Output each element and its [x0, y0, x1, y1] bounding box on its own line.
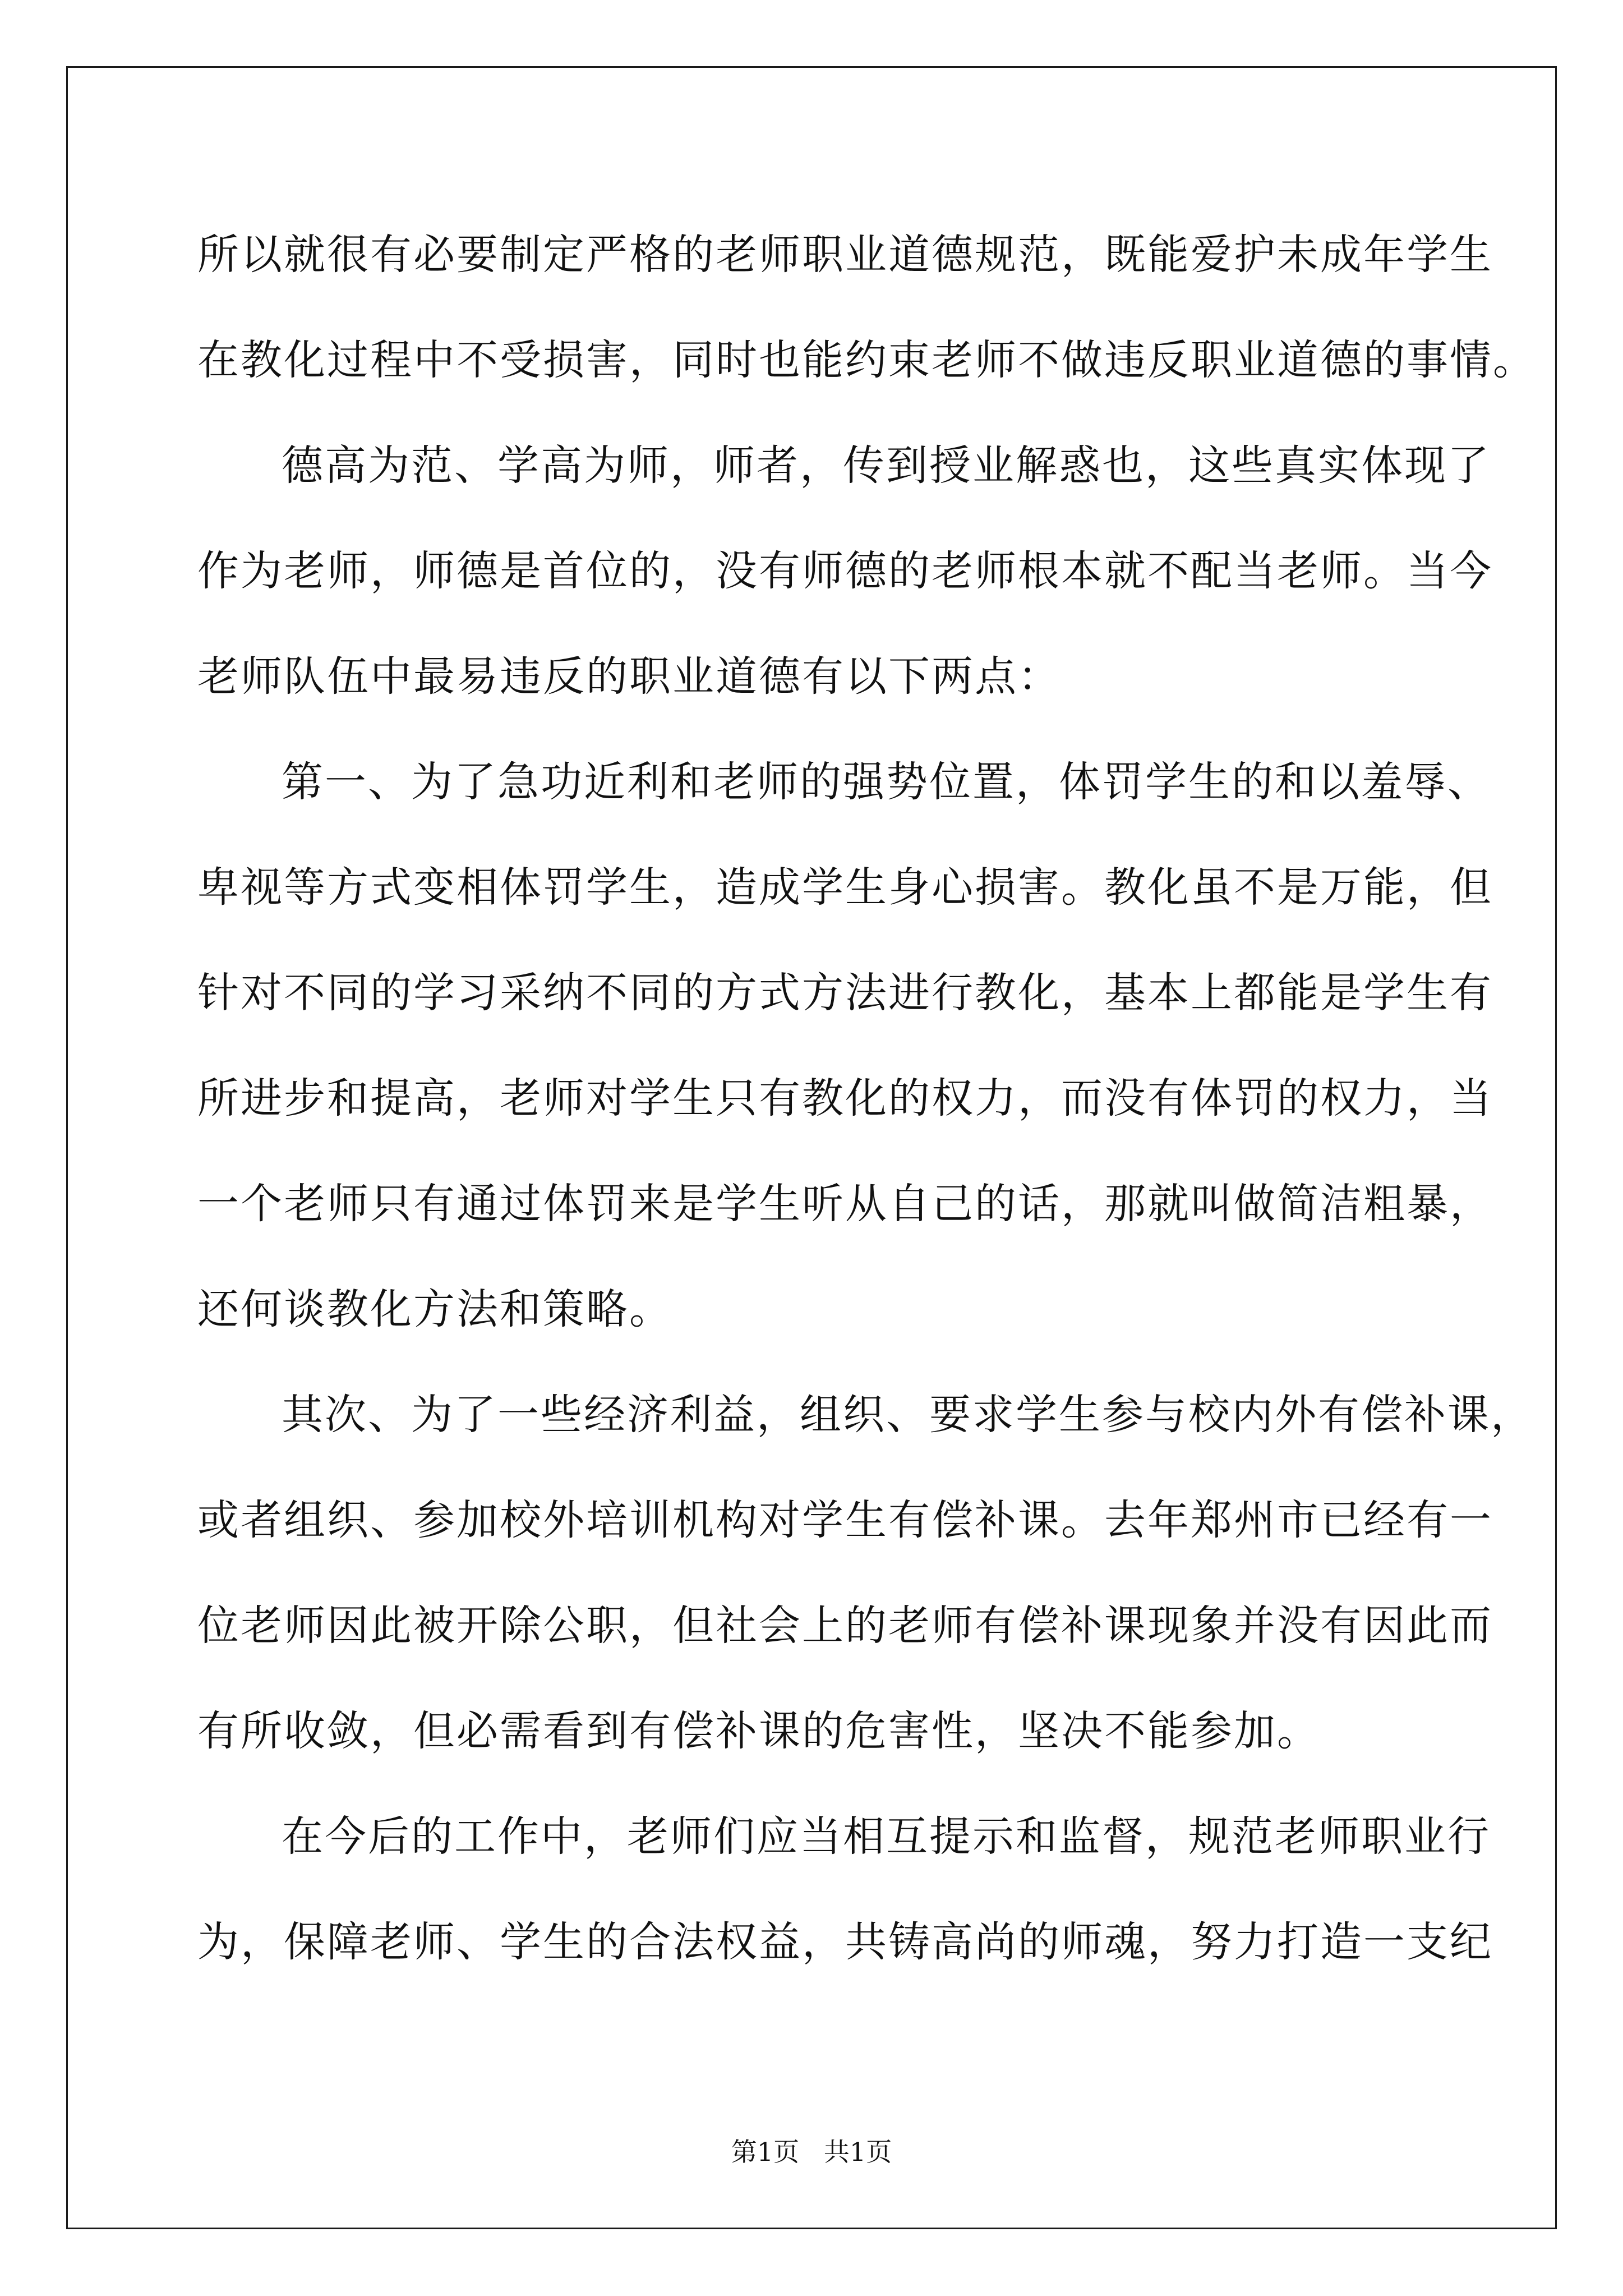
text-line-17: 为，保障老师、学生的合法权益，共铸高尚的师魂，努力打造一支纪	[197, 1918, 1493, 1966]
text-line-8: 针对不同的学习采纳不同的方式方法进行教化，基本上都能是学生有	[197, 969, 1493, 1017]
text-line-2: 在教化过程中不受损害，同时也能约束老师不做违反职业道德的事情。	[197, 336, 1536, 384]
document-body	[197, 202, 1536, 1995]
text-line-11: 还何谈教化方法和策略。	[197, 1285, 672, 1333]
text-line-7: 卑视等方式变相体罚学生，造成学生身心损害。教化虽不是万能，但	[197, 863, 1493, 912]
text-line-1: 所以就很有必要制定严格的老师职业道德规范，既能爱护未成年学生	[197, 231, 1493, 279]
text-line-9: 所进步和提高，老师对学生只有教化的权力，而没有体罚的权力，当	[197, 1074, 1493, 1122]
text-line-5: 老师队伍中最易违反的职业道德有以下两点：	[197, 652, 1061, 701]
text-line-15: 有所收敛，但必需看到有偿补课的危害性，坚决不能参加。	[197, 1707, 1320, 1755]
text-line-4: 作为老师，师德是首位的，没有师德的老师根本就不配当老师。当今	[197, 547, 1493, 595]
text-line-3: 德高为范、学高为师，师者，传到授业解惑也，这些真实体现了	[282, 441, 1491, 490]
text-line-16: 在今后的工作中，老师们应当相互提示和监督，规范老师职业行	[282, 1812, 1491, 1861]
text-line-6: 第一、为了急功近利和老师的强势位置，体罚学生的和以羞辱、	[282, 758, 1491, 806]
page-footer: 第1页 共1页	[731, 2137, 892, 2167]
text-line-14: 位老师因此被开除公职，但社会上的老师有偿补课现象并没有因此而	[197, 1602, 1493, 1650]
text-line-13: 或者组织、参加校外培训机构对学生有偿补课。去年郑州市已经有一	[197, 1496, 1493, 1544]
text-line-12: 其次、为了一些经济利益，组织、要求学生参与校内外有偿补课，	[282, 1391, 1534, 1439]
text-line-10: 一个老师只有通过体罚来是学生听从自己的话，那就叫做简洁粗暴，	[197, 1180, 1493, 1228]
